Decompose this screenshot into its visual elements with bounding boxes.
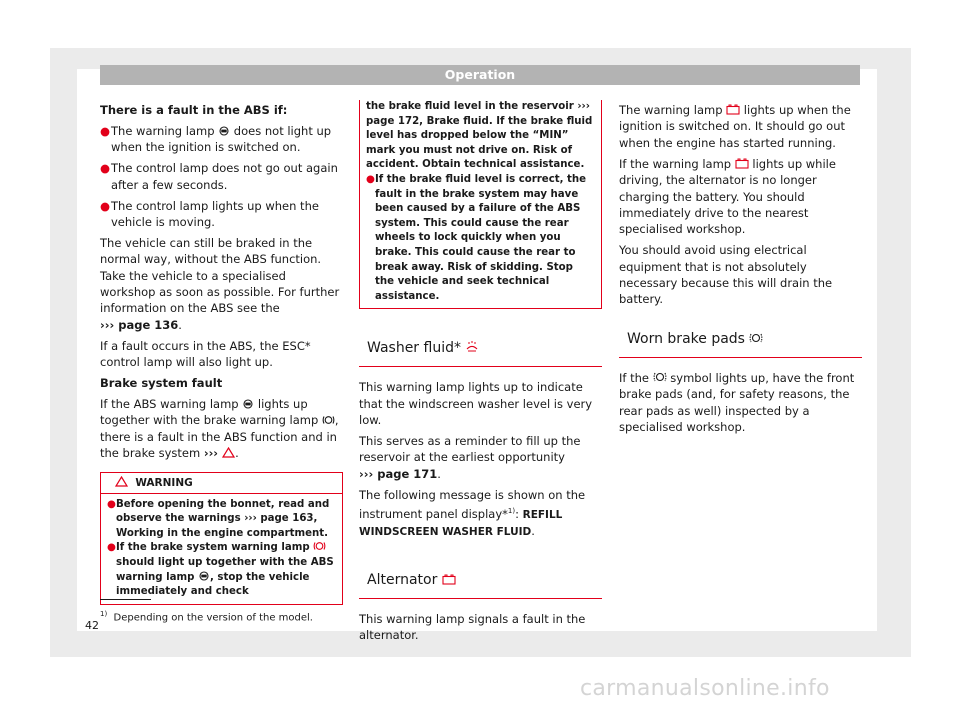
brake-pads-paragraph: If the symbol lights up, have the front brake pads (and, for safety reasons, the rear pads as well) inspected by a specialised workshop.	[619, 370, 855, 435]
alternator-heading: Alternator	[359, 563, 602, 599]
warning-header	[101, 473, 342, 494]
washer-paragraph-2: This serves as a reminder to fill up the reservoir at the earliest opportunity ››› page 171.	[359, 434, 581, 481]
brake-pad-icon	[749, 332, 763, 344]
abs-paragraph: The vehicle can still be braked in the normal way, without the ABS function. Take the vehicle to a specialised workshop as soon as possible. For further information on the ABS see the ››› page 136.	[100, 235, 340, 332]
page-number: 42	[85, 619, 99, 632]
list-item: ● The control lamp does not go out again after a few seconds.	[100, 161, 338, 192]
brake-pad-icon	[653, 371, 667, 383]
warning-box-continued	[359, 100, 602, 309]
brake-warning-icon	[313, 541, 326, 551]
list-item: ● Before opening the bonnet, read and observe the warnings ››› page 163, Working in the engine compartment.	[107, 498, 330, 539]
warning-reference-link[interactable]: ›››	[204, 446, 235, 460]
abs-warning-icon	[218, 126, 230, 136]
washer-paragraph-1: This warning lamp lights up to indicate that the windscreen washer level is very low.	[359, 380, 593, 428]
bonnet-reference-link[interactable]: ››› page 163, Working in the engine compartment	[116, 513, 325, 539]
esc-paragraph: If a fault occurs in the ABS, the ESC* control lamp will also light up.	[100, 338, 311, 370]
battery-icon	[442, 574, 456, 585]
abs-warning-icon	[242, 399, 254, 409]
alternator-paragraph: This warning lamp signals a fault in the alternator.	[359, 611, 586, 643]
brake-fault-paragraph: If the ABS warning lamp lights up together with the brake warning lamp , there is a fault in the ABS function and in the brake system ››› .	[100, 397, 339, 461]
battery-icon	[735, 158, 749, 169]
warning-box	[100, 472, 343, 605]
brake-system-subheading: Brake system fault	[100, 376, 223, 391]
alternator-paragraph-1: The warning lamp lights up when the ignition is switched on. It should go out when the engine has started running.	[619, 103, 851, 150]
warning-triangle-icon	[115, 476, 128, 487]
brake-fluid-text: the brake fluid level in the reservoir ››› page 172, Brake fluid. If the brake fluid level has dropped below the “MIN” mark you must not drive on. Risk of accident. Obtain technical assistance.	[366, 101, 593, 171]
column-left	[100, 102, 343, 605]
warning-title: WARNING	[135, 476, 193, 489]
battery-icon	[726, 104, 740, 115]
footnote: $^{1)}$ Depending on the version of the model.	[100, 610, 313, 624]
brake-warning-icon	[322, 415, 335, 425]
alternator-paragraph-2: If the warning lamp lights up while driving, the alternator is no longer charging the battery. You should immediately drive to the nearest specialised workshop.	[619, 156, 836, 237]
watermark: carmanualsonline.info	[580, 676, 830, 701]
list-item: ● The control lamp lights up when the vehicle is moving.	[100, 198, 319, 229]
list-item: ● If the brake fluid level is correct, the fault in the brake system may have been caused by a failure of the ABS system. This could cause the rear wheels to lock quickly when you brake. This could cause the rear to break away. Risk of skidding. Stop the vehicle and seek technical assistance.	[366, 173, 587, 302]
washer-fluid-icon	[465, 341, 479, 353]
page-reference-link[interactable]: ››› page 136	[100, 317, 179, 332]
worn-brake-pads-heading: Worn brake pads	[619, 322, 862, 358]
column-middle	[359, 102, 602, 648]
warning-body	[101, 494, 342, 604]
abs-warning-icon	[198, 571, 210, 581]
washer-fluid-heading: Washer fluid*	[359, 331, 602, 367]
section-header: Operation	[100, 65, 860, 85]
list-item: ● If the brake system warning lamp should light up together with the ABS warning lamp , stop the vehicle immediately and check	[107, 542, 334, 598]
column-right	[619, 102, 862, 440]
washer-paragraph-3: The following message is shown on the instrument panel display*$^{1)}$: REFILL WINDSCREEN WASHER FLUID.	[359, 487, 586, 539]
footnote-divider	[100, 599, 151, 600]
display-message: REFILL WINDSCREEN WASHER FLUID	[359, 508, 563, 539]
brake-fluid-reference-link[interactable]: ››› page 172, Brake fluid	[366, 101, 590, 127]
washer-reference-link[interactable]: ››› page 171	[359, 466, 438, 481]
warning-triangle-icon	[222, 447, 235, 458]
alternator-paragraph-3: You should avoid using electrical equipment that is not absolutely necessary because this will drain the battery.	[619, 243, 833, 307]
list-item: ● The warning lamp does not light up when the ignition is switched on.	[100, 123, 332, 155]
abs-fault-intro: There is a fault in the ABS if:	[100, 103, 288, 117]
